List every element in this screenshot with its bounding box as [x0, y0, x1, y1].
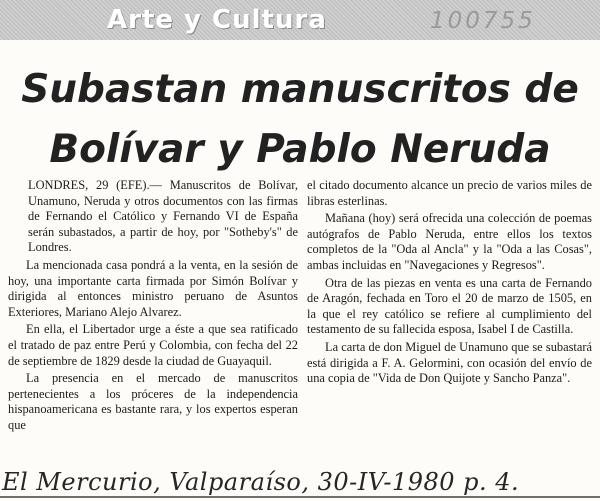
archive-id-handwritten: 100755	[430, 8, 536, 34]
section-title: Arte y Cultura	[107, 5, 327, 35]
paragraph: el citado documento alcance un precio de varios miles de libras esterlinas.	[307, 178, 592, 208]
paragraph: La presencia en el mercado de manuscritos pertenecientes a los próceres de la independencia hispanoamericana es bastante rara, y los expertos esperan que	[8, 371, 298, 432]
article-column-right	[307, 178, 592, 389]
handwritten-source-note: El Mercurio, Valparaíso, 30-IV-1980 p. 4.	[2, 468, 520, 496]
section-banner	[0, 0, 600, 40]
bottom-rule	[0, 496, 600, 498]
headline-line-2: Bolívar y Pablo Neruda	[49, 127, 551, 172]
headline	[0, 60, 600, 180]
paragraph: Otra de las piezas en venta es una carta de Fernando de Aragón, fechada en Toro el 20 de marzo de 1505, en la que el rey católico se refiere al cumplimiento del testamento de su fallecida esposa, Isabel I de Castilla.	[307, 275, 592, 337]
article-column-left	[8, 178, 298, 436]
paragraph: La carta de don Miguel de Unamuno que se subastará está dirigida a F. A. Gelormini, con ocasión del envío de una copia de "Vida de Don Quijote y Sancho Panza".	[307, 339, 592, 386]
paragraph: Mañana (hoy) será ofrecida una colección de poemas autógrafos de Pablo Neruda, entre ellos los textos completos de la "Oda al Ancla" y la "Oda a las Cosas", ambas incluidas en "Navegaciones y Regresos".	[307, 211, 592, 272]
headline-line-1: Subastan manuscritos de	[21, 67, 579, 112]
paragraph: La mencionada casa pondrá a la venta, en la sesión de hoy, una importante carta firmada por Simón Bolívar y dirigida al entonces ministro peruano de Asuntos Exteriores, Mariano Alejo Alvarez.	[8, 257, 298, 319]
paragraph: En ella, el Libertador urge a éste a que sea ratificado el tratado de paz entre Perú y Colombia, con fecha del 22 de septiembre de 1829 desde la ciudad de Guayaquil.	[8, 322, 298, 368]
paragraph: LONDRES, 29 (EFE).— Manuscritos de Bolívar, Unamuno, Neruda y otros documentos con las firmas de Fernando el Católico y Fernando VI de España serán subastados, a partir de hoy, por "Sotheby's" de Londres.	[28, 178, 298, 255]
